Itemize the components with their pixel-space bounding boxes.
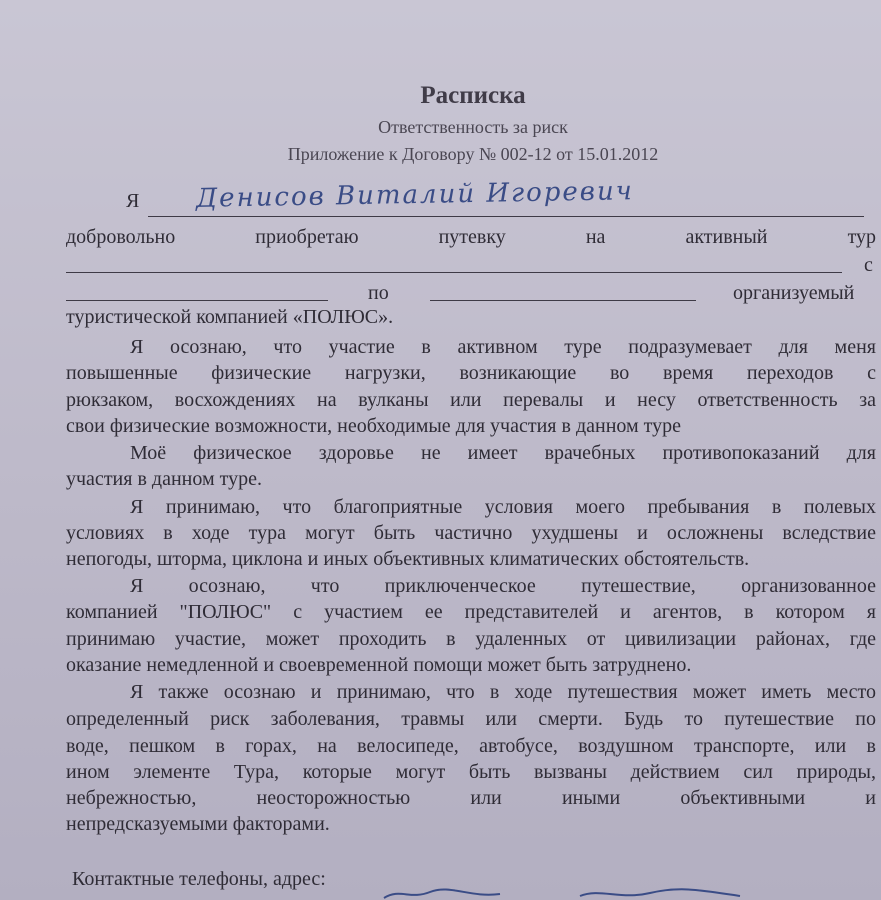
paragraph-line: принимаю участие, может проходить в удаленных от цивилизации районах, где [66,628,876,650]
paragraph-line: воде, пешком в горах, на велосипеде, автобусе, воздушном транспорте, или в [66,735,876,757]
paragraph-line: ином элементе Тура, которые могут быть вызваны действием сил природы, [66,761,876,783]
handwritten-contacts-scribble [380,884,780,900]
paragraph-line: Я принимаю, что благоприятные условия моего пребывания в полевых [130,496,876,518]
contacts-label: Контактные телефоны, адрес: [72,868,326,890]
tour-name-blank [66,272,842,273]
word: путевку [438,226,506,248]
paragraph-line: непредсказуемыми факторами. [66,813,330,835]
paragraph-line: Я также осознаю и принимаю, что в ходе путешествия может иметь место [130,681,876,703]
paragraph-line: повышенные физические нагрузки, возникающие во время переходов с [66,362,876,384]
company-line: туристической компанией «ПОЛЮС». [66,306,394,328]
paragraph-line: определенный риск заболевания, травмы или смерти. Будь то путешествие по [66,708,876,730]
paragraph-line: Моё физическое здоровье не имеет врачебных противопоказаний для [130,442,876,464]
paragraph-line: участия в данном туре. [66,468,262,490]
paragraph-line: свои физические возможности, необходимые для участия в данном туре [66,415,682,437]
to-label: по [368,282,389,304]
word: добровольно [66,226,176,248]
contract-appendix-line: Приложение к Договору № 002-12 от 15.01.2012 [287,144,659,164]
paragraph-line: Я осознаю, что приключенческое путешествие, организованное [130,575,876,597]
paragraph-line: непогоды, шторма, циклона и иных объективных климатических обстоятельств. [66,548,750,570]
word: на [585,226,606,248]
handwritten-name: Денисов Виталий Игоревич [195,176,635,214]
word: приобретаю [255,226,359,248]
organized-label: организуемый [733,282,855,304]
paragraph-line: компанией "ПОЛЮС" с участием ее представителей и агентов, в котором я [66,601,876,623]
document-title: Расписка [420,82,526,109]
purchase-line [66,226,876,249]
document-subtitle: Ответственность за риск [378,117,568,137]
word: активный [685,226,768,248]
from-label: с [864,254,873,276]
paragraph-line: условиях в ходе тура могут быть частично ухудшены и осложнены вследствие [66,522,876,544]
end-date-blank [430,300,696,301]
start-date-blank [66,300,328,301]
paragraph-line: небрежностью, неосторожностью или иными объективными и [66,787,876,809]
word: тур [847,226,877,248]
paragraph-line: оказание немедленной и своевременной помощи может быть затруднено. [66,654,692,676]
pronoun-i: Я [126,190,140,212]
paragraph-line: рюкзаком, восхождениях на вулканы или перевалы и несу ответственность за [66,389,876,411]
name-underline [148,216,864,217]
paragraph-line: Я осознаю, что участие в активном туре подразумевает для меня [130,336,876,358]
